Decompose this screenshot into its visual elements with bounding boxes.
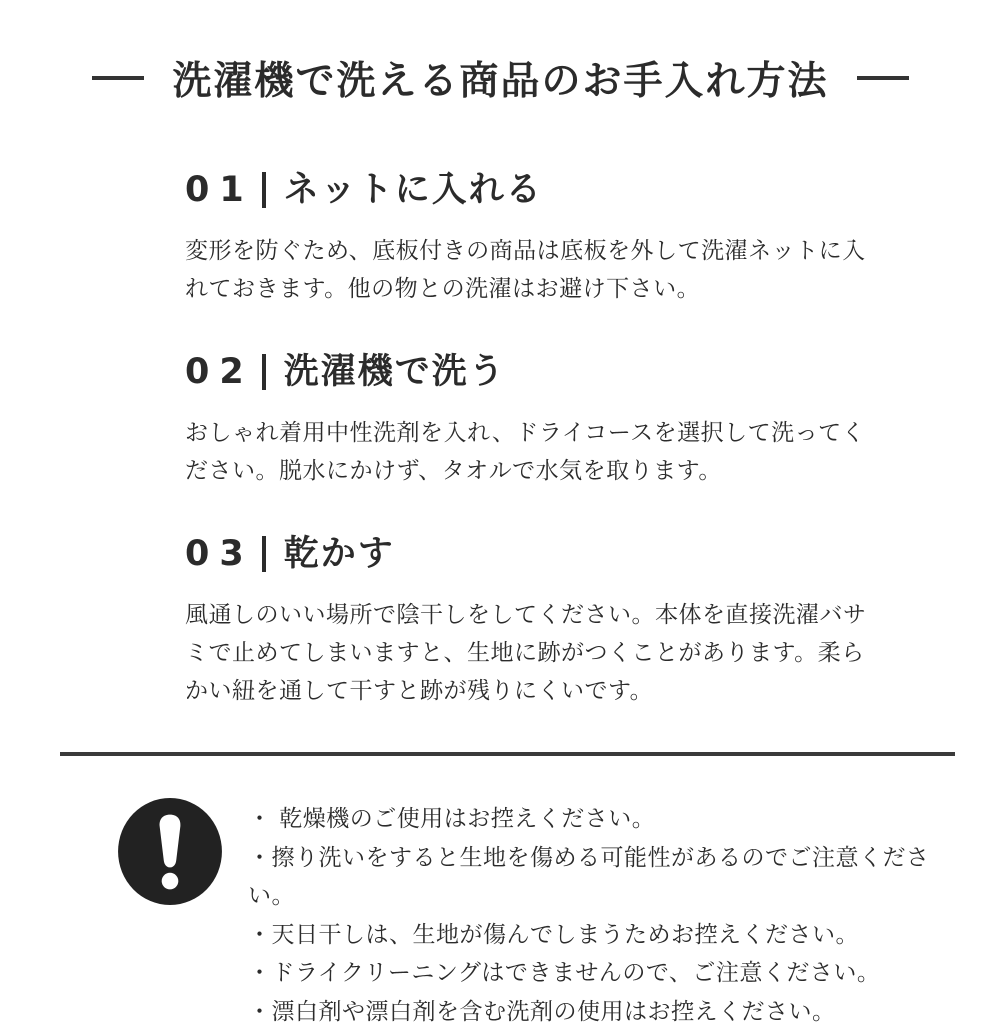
warning-item: ・天日干しは、生地が傷んでしまうためお控えください。: [248, 916, 971, 955]
step-title: 乾かす: [284, 532, 395, 576]
step-01-body: 変形を防ぐため、底板付きの商品は底板を外して洗濯ネットに入れておきます。他の物との洗濯はお避け下さい。: [185, 232, 885, 308]
section-divider: [60, 752, 955, 756]
warning-list: [248, 798, 971, 1031]
care-steps: [185, 168, 1001, 710]
step-01-heading: [185, 168, 1001, 212]
step-03: [185, 532, 1001, 710]
warning-item: ・ 乾燥機のご使用はお控えください。: [248, 800, 971, 839]
warning-item: ・ドライクリーニングはできませんので、ご注意ください。: [248, 954, 971, 993]
step-separator-bar: [262, 354, 266, 390]
step-02-heading: [185, 350, 1001, 394]
page-header: [0, 50, 1001, 106]
step-number: 01: [185, 168, 254, 212]
step-number: 02: [185, 350, 254, 394]
step-02: [185, 350, 1001, 490]
warning-item: ・擦り洗いをすると生地を傷める可能性があるのでご注意ください。: [248, 839, 971, 916]
step-02-body: おしゃれ着用中性洗剤を入れ、ドライコースを選択して洗ってください。脱水にかけず、タオルで水気を取ります。: [185, 414, 885, 490]
warning-section: [118, 798, 971, 1031]
title-left-dash: [92, 76, 144, 80]
page-title: 洗濯機で洗える商品のお手入れ方法: [172, 50, 828, 106]
title-right-dash: [857, 76, 909, 80]
step-title: ネットに入れる: [284, 168, 543, 212]
step-number: 03: [185, 532, 254, 576]
step-03-heading: [185, 532, 1001, 576]
step-separator-bar: [262, 172, 266, 208]
step-03-body: 風通しのいい場所で陰干しをしてください。本体を直接洗濯バサミで止めてしまいますと、生地に跡がつくことがあります。柔らかい紐を通して干すと跡が残りにくいです。: [185, 596, 885, 710]
exclamation-circle-icon: [118, 798, 222, 905]
step-01: [185, 168, 1001, 308]
step-separator-bar: [262, 536, 266, 572]
warning-item: ・漂白剤や漂白剤を含む洗剤の使用はお控えください。: [248, 993, 971, 1031]
step-title: 洗濯機で洗う: [284, 350, 506, 394]
